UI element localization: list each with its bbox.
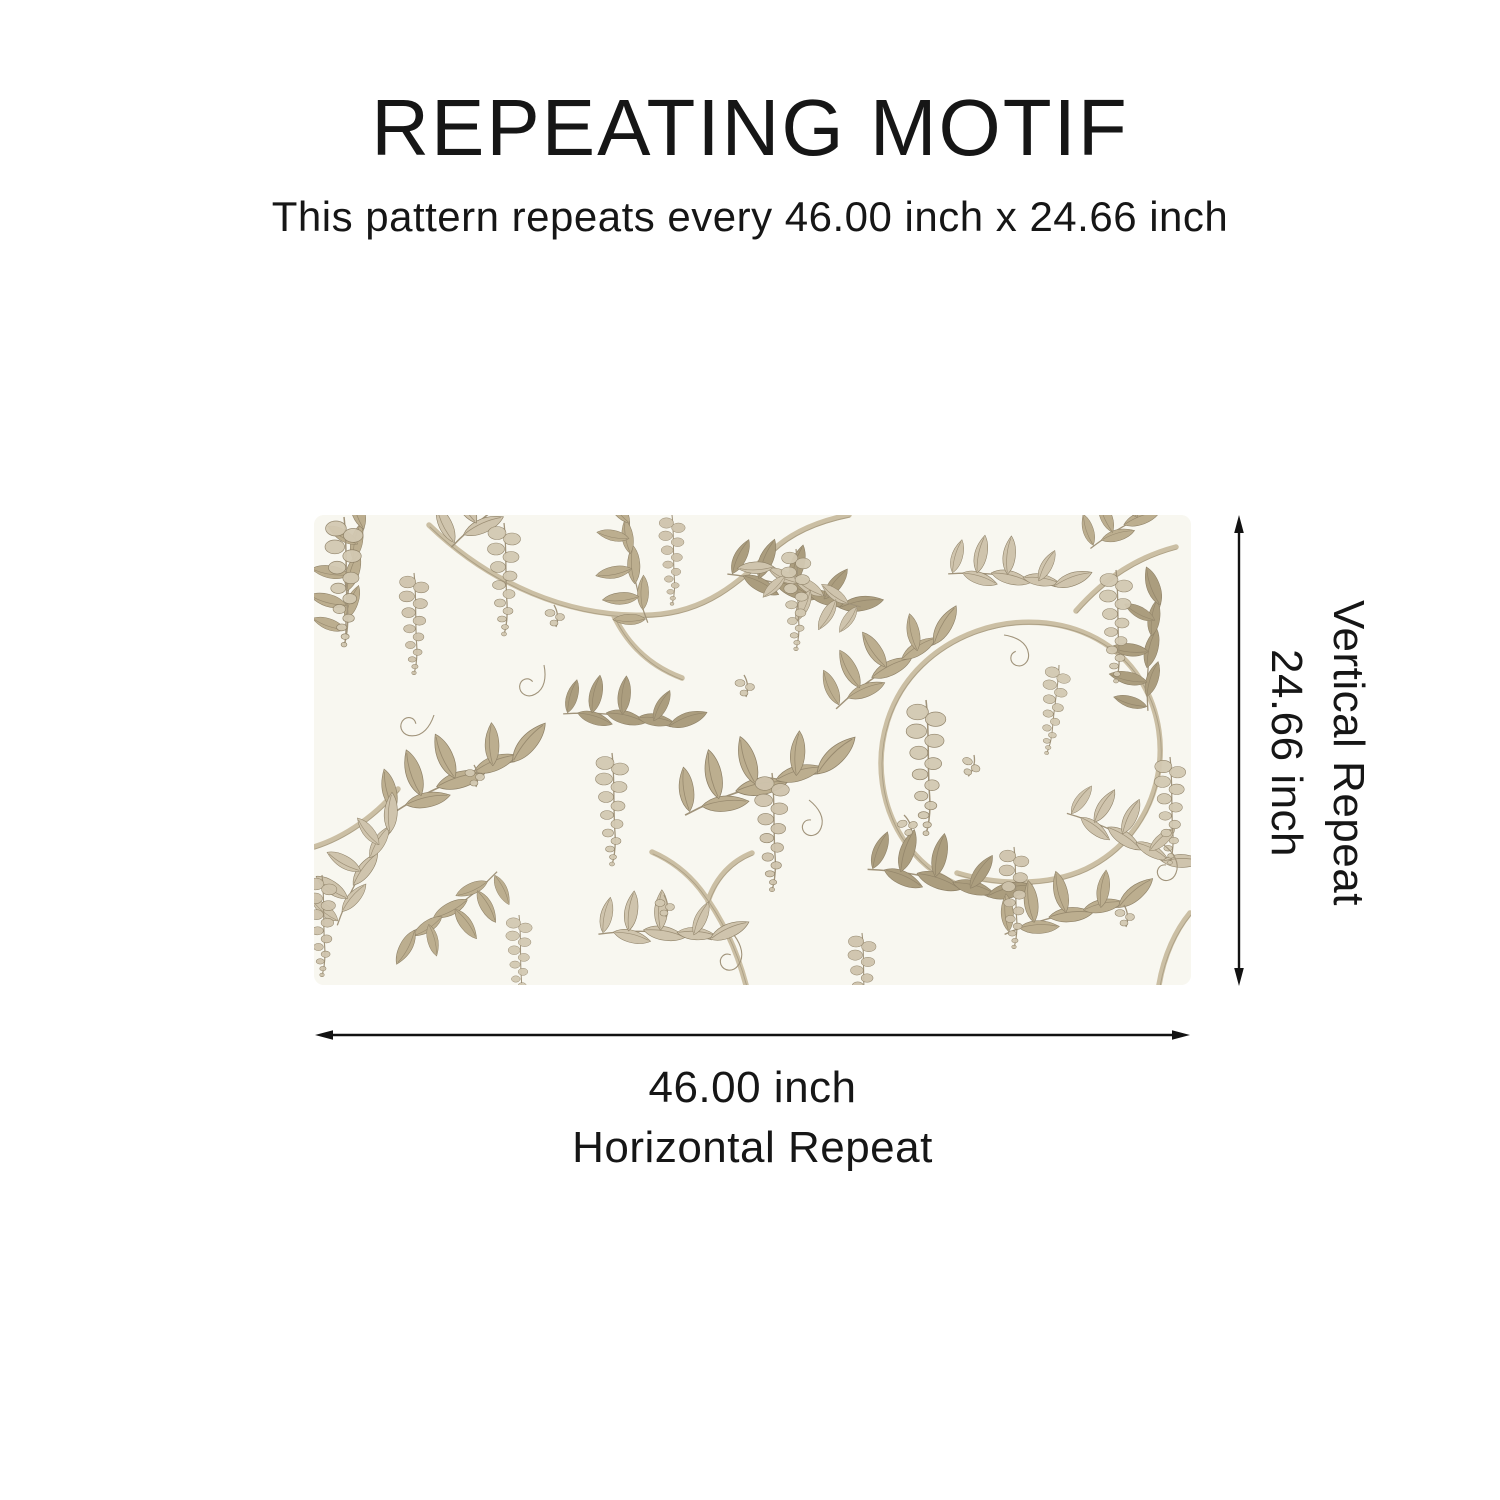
vertical-dimension-value: 24.66 inch	[1262, 648, 1311, 858]
horizontal-dimension-arrow-icon	[314, 1026, 1191, 1044]
vertical-dimension-label: Vertical Repeat	[1324, 600, 1373, 906]
wisteria-pattern-illustration	[314, 515, 1191, 985]
page-subtitle: This pattern repeats every 46.00 inch x 24.66 inch	[271, 193, 1229, 240]
page-title: REPEATING MOTIF	[371, 83, 1129, 172]
vertical-dimension-caption	[1251, 493, 1383, 1013]
pattern-swatch	[314, 515, 1191, 985]
horizontal-dimension-caption	[314, 1058, 1191, 1178]
horizontal-dimension-label: Horizontal Repeat	[572, 1123, 933, 1172]
horizontal-dimension-value: 46.00 inch	[648, 1063, 857, 1112]
vertical-dimension-arrow-icon	[1230, 514, 1248, 987]
